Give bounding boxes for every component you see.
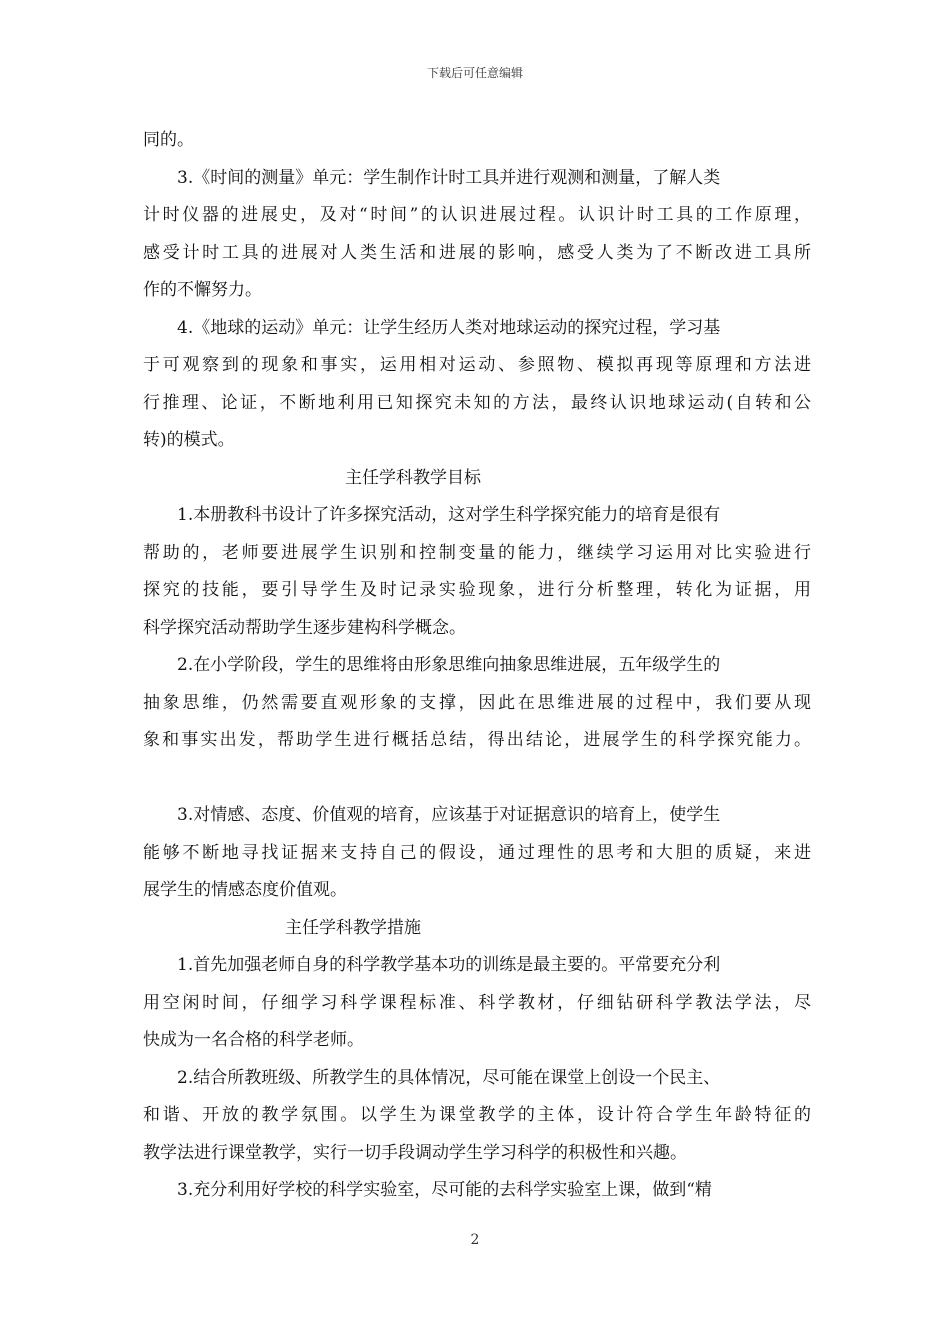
paragraph-line: 3.《时间的测量》单元：学生制作计时工具并进行观测和测量，了解人类 [177,167,721,188]
paragraph-line: 展学生的情感态度价值观。 [143,880,347,900]
paragraph-line: 3.对情感、态度、价值观的培育，应该基于对证据意识的培育上，使学生 [177,805,721,825]
paragraph-line: 作的不懈努力。 [143,280,262,300]
paragraph-line: 3.充分利用好学校的科学实验室，尽可能的去科学实验室上课，做到“精 [177,1180,712,1200]
paragraph-line: 转)的模式。 [143,430,235,450]
paragraph-line: 计时仪器的进展史，及对“时间”的认识进展过程。认识计时工具的工作原理， [143,205,811,225]
paragraph-line: 抽象思维，仍然需要直观形象的支撑，因此在思维进展的过程中，我们要从现 [143,692,811,713]
paragraph-line: 探究的技能，要引导学生及时记录实验现象，进行分析整理，转化为证据，用 [143,580,811,600]
paragraph-line: 同的。 [143,130,194,150]
paragraph-line: 帮助的，老师要进展学生识别和控制变量的能力，继续学习运用对比实验进行 [143,542,811,563]
paragraph-line: 2.结合所教班级、所教学生的具体情况，尽可能在课堂上创设一个民主、 [177,1067,721,1088]
paragraph-line: 于可观察到的现象和事实，运用相对运动、参照物、模拟再现等原理和方法进 [143,355,811,375]
section-heading-measures: 主任学科教学措施 [285,917,421,938]
page-header: 下载后可任意编辑 [426,66,523,80]
paragraph-line: 1.首先加强老师自身的科学教学基本功的训练是最主要的。平常要充分利 [177,955,721,975]
paragraph-line: 能够不断地寻找证据来支持自己的假设，通过理性的思考和大胆的质疑，来进 [143,842,811,863]
section-heading-goals: 主任学科教学目标 [345,467,481,488]
paragraph-line: 快成为一名合格的科学老师。 [143,1030,364,1050]
paragraph-line: 4.《地球的运动》单元：让学生经历人类对地球运动的探究过程，学习基 [177,317,721,338]
paragraph-line: 2.在小学阶段，学生的思维将由形象思维向抽象思维进展，五年级学生的 [177,655,721,675]
paragraph-line: 和谐、开放的教学氛围。以学生为课堂教学的主体，设计符合学生年龄特征的 [143,1105,811,1125]
paragraph-line: 感受计时工具的进展对人类生活和进展的影响，感受人类为了不断改进工具所 [143,242,811,263]
paragraph-line: 行推理、论证，不断地利用已知探究未知的方法，最终认识地球运动(自转和公 [143,392,811,413]
paragraph-line: 象和事实出发，帮助学生进行概括总结，得出结论，进展学生的科学探究能力。 [143,730,811,750]
document-body [143,122,811,1210]
paragraph-line: 科学探究活动帮助学生逐步建构科学概念。 [143,617,466,638]
paragraph-gap [143,760,811,798]
page-number: 2 [470,1232,480,1248]
paragraph-line: 教学法进行课堂教学，实行一切手段调动学生学习科学的积极性和兴趣。 [143,1142,687,1163]
paragraph-line: 1.本册教科书设计了许多探究活动，这对学生科学探究能力的培育是很有 [177,505,721,525]
paragraph-line: 用空闲时间，仔细学习科学课程标准、科学教材，仔细钻研科学教法学法，尽 [143,992,811,1013]
